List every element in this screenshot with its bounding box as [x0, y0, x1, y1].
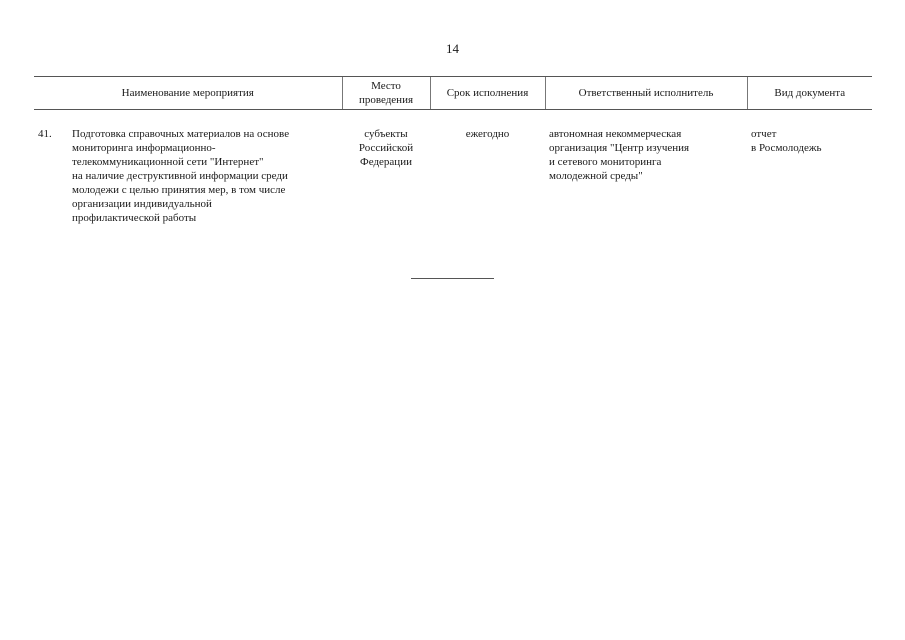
header-place — [342, 77, 430, 110]
row-place-line: Российской — [358, 142, 414, 154]
end-rule — [411, 278, 494, 279]
row-responsible-line: и сетевого мониторинга — [549, 156, 662, 168]
header-doc-type: Вид документа — [747, 77, 872, 110]
table-row — [34, 110, 872, 226]
row-term: ежегодно — [465, 128, 510, 140]
header-place-line: Место — [371, 80, 401, 92]
row-place-line: Федерации — [360, 156, 412, 168]
row-name-line: телекоммуникационной сети "Интернет" — [72, 156, 264, 168]
row-name-line: молодежи с целью принятия мер, в том числе — [72, 184, 286, 196]
row-name-line: мониторинга информационно- — [72, 142, 216, 154]
row-responsible-line: автономная некоммерческая — [549, 128, 682, 140]
row-name-line: Подготовка справочных материалов на основе — [72, 128, 290, 140]
row-name — [68, 110, 342, 226]
row-responsible-line: организация "Центр изучения — [549, 142, 690, 154]
row-responsible — [545, 110, 747, 226]
header-term: Срок исполнения — [430, 77, 545, 110]
row-name-line: организации индивидуальной — [72, 198, 212, 210]
row-doc-type-line: в Росмолодежь — [751, 142, 822, 154]
row-place — [342, 110, 430, 226]
row-name-line: профилактической работы — [72, 212, 197, 224]
row-place-line: субъекты — [364, 128, 408, 140]
table-header-row — [34, 77, 872, 110]
row-name-line: на наличие деструктивной информации среди — [72, 170, 288, 182]
row-doc-type — [747, 110, 872, 226]
row-number: 41. — [38, 128, 52, 140]
page-number: 14 — [446, 41, 459, 56]
header-name: Наименование мероприятия — [34, 77, 342, 110]
events-table — [34, 76, 872, 225]
header-responsible: Ответственный исполнитель — [545, 77, 747, 110]
header-place-line: проведения — [358, 94, 414, 106]
row-responsible-line: молодежной среды" — [549, 170, 643, 182]
row-doc-type-line: отчет — [751, 128, 777, 140]
